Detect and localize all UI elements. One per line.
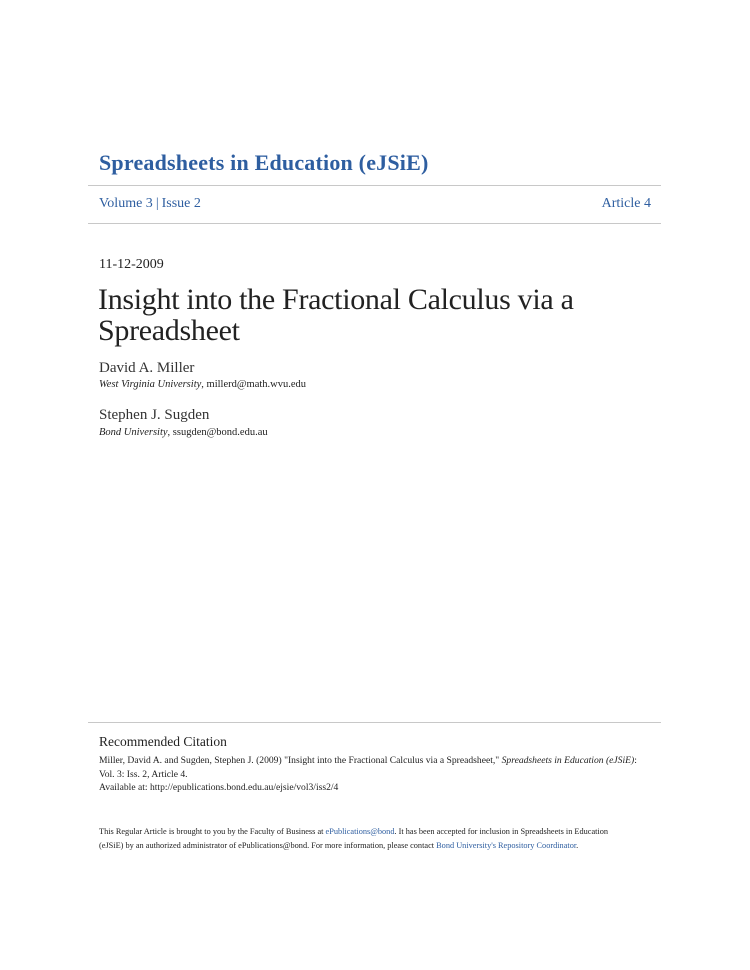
article-link[interactable]: Article 4 bbox=[601, 196, 651, 211]
footer-text: . It has been accepted for inclusion in Spreadsheets in Education (eJSiE) by an authorized administrator of ePublications@bond. For more information, please contact bbox=[99, 827, 609, 850]
volume-issue bbox=[99, 196, 201, 212]
author-name: Stephen J. Sugden bbox=[99, 407, 210, 423]
citation-divider bbox=[88, 722, 661, 723]
footer-text: . bbox=[576, 840, 579, 850]
volume-issue-separator: | bbox=[155, 196, 159, 211]
author-email[interactable]: ssugden@bond.edu.au bbox=[172, 427, 268, 438]
repository-coordinator-link[interactable]: Bond University's Repository Coordinator bbox=[436, 840, 577, 850]
citation-available[interactable]: Available at: http://epublications.bond.edu.au/ejsie/vol3/iss2/4 bbox=[99, 782, 339, 793]
author-institution: West Virginia University bbox=[99, 379, 202, 390]
footer-text: This Regular Article is brought to you by the Faculty of Business at bbox=[99, 827, 326, 836]
header-divider bbox=[88, 185, 661, 186]
author-affiliation: Bond University, ssugden@bond.edu.au bbox=[99, 427, 268, 438]
author-affiliation: West Virginia University, millerd@math.wvu.edu bbox=[99, 379, 307, 390]
author-institution: Bond University bbox=[99, 427, 168, 438]
volume-link[interactable]: Volume 3 bbox=[99, 196, 153, 211]
issue-link[interactable]: Issue 2 bbox=[161, 196, 201, 211]
footer-notice bbox=[99, 825, 629, 853]
article-title: Insight into the Fractional Calculus via a Spreadsheet bbox=[98, 283, 574, 347]
publication-date: 11-12-2009 bbox=[99, 257, 164, 272]
epublications-link[interactable]: ePublications@bond bbox=[325, 827, 395, 836]
issue-bar bbox=[99, 196, 651, 212]
issue-divider bbox=[88, 223, 661, 224]
citation-prefix: Miller, David A. and Sugden, Stephen J. (2009) "Insight into the Fractional Calculus via a Spreadsheet," bbox=[99, 755, 502, 766]
citation-heading: Recommended Citation bbox=[99, 734, 227, 749]
author-email[interactable]: millerd@math.wvu.edu bbox=[206, 379, 307, 390]
citation-suffix: : Vol. 3: Iss. 2, Article 4. bbox=[99, 755, 637, 780]
citation-text bbox=[99, 754, 644, 795]
citation-journal: Spreadsheets in Education (eJSiE) bbox=[501, 755, 635, 766]
journal-title[interactable]: Spreadsheets in Education (eJSiE) bbox=[99, 150, 429, 175]
author-name: David A. Miller bbox=[99, 360, 195, 376]
